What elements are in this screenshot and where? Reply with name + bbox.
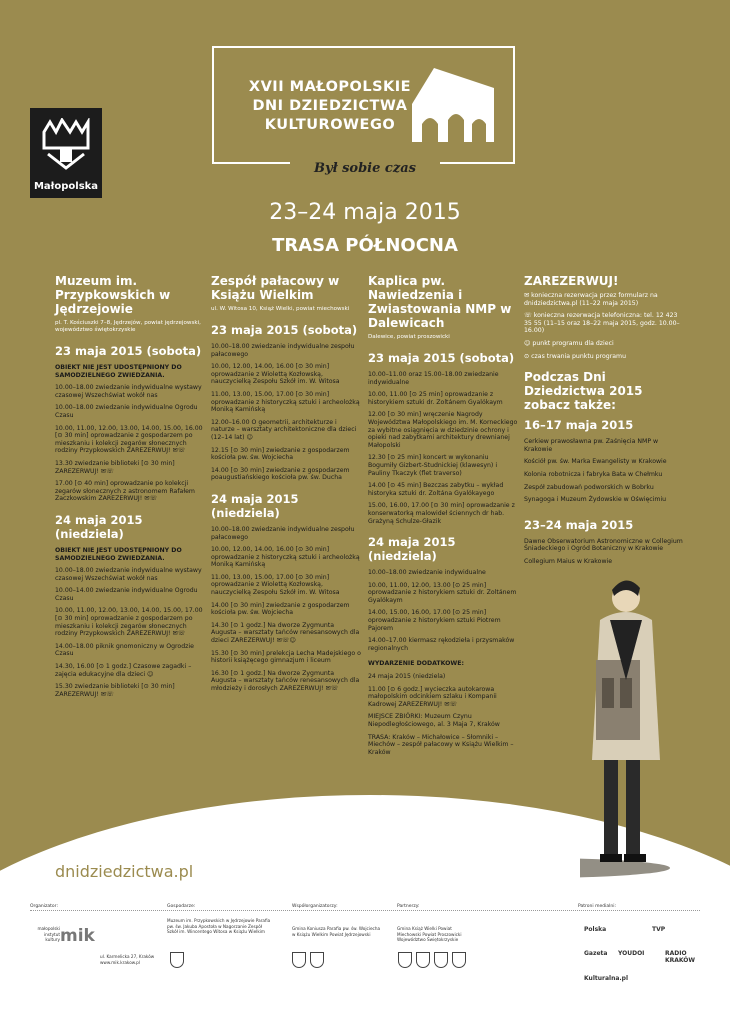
crest-icon xyxy=(398,952,412,968)
malopolska-logo xyxy=(30,108,102,198)
day-heading: 23 maja 2015 (sobota) xyxy=(368,351,515,365)
extra-item: MIEJSCE ZBIÓRKI: Muzeum Czynu Niepodległościowego, al. 3 Maja 7, Kraków xyxy=(368,713,500,728)
program-item: 14.00 [⊙ 30 min] zwiedzanie z gospodarzem poaugustiańskiego kościoła pw. św. Ducha xyxy=(211,466,350,482)
program-item: 12.00–16.00 O geometrii, architekturze i naturze – warsztaty architektoniczne dla dzieci (12–14 lat) ☺ xyxy=(211,418,357,441)
route-title: TRASA PÓŁNOCNA xyxy=(272,235,458,256)
subtitle: Był sobie czas xyxy=(290,161,440,176)
crest-icon xyxy=(170,952,184,968)
media-logo-tvp: TVP xyxy=(652,926,666,933)
crest-icon xyxy=(292,952,306,968)
legend-item: ☺ punkt programu dla dzieci xyxy=(524,339,614,347)
program-item: 14.00 [⊙ 30 min] zwiedzanie z gospodarzem kościoła pw. św. Wojciecha xyxy=(211,601,350,617)
organizer-label: Organizator: xyxy=(30,904,58,909)
program-item: OBIEKT NIE JEST UDOSTĘPNIONY DO SAMODZIELNEGO ZWIEDZANIA. xyxy=(55,546,182,562)
man-with-building-illustration xyxy=(580,560,670,880)
media-logo-radio: RADIO KRAKÓW xyxy=(665,950,696,964)
venue-link: Synagoga i Muzeum Żydowskie w Oświęcimiu xyxy=(524,496,667,504)
venue-address: Dalewice, powiat proszowicki xyxy=(368,334,450,340)
program-item: 10.00–18.00 zwiedzanie indywidualne wystawy czasowej Wszechświat wokół nas xyxy=(55,567,202,582)
day-heading: 23 maja 2015 (sobota) xyxy=(211,323,358,337)
day-heading: 24 maja 2015 (niedziela) xyxy=(368,535,456,564)
day-heading: 23 maja 2015 (sobota) xyxy=(55,344,202,358)
program-item: 10.00–18.00 zwiedzanie indywidualne wystawy czasowej Wszechświat wokół nas xyxy=(55,384,202,399)
extra-event-title: WYDARZENIE DODATKOWE: xyxy=(368,660,464,668)
program-item: 14.00, 15.00, 16.00, 17.00 [⊙ 25 min] oprowadzanie z historykiem sztuki Piotrem Pajorem xyxy=(368,609,501,632)
program-item: 10.00–18.00 zwiedzanie indywidualne Ogrodu Czasu xyxy=(55,404,198,419)
program-item: 14.00–18.00 piknik gnomoniczny w Ogrodzie Czasu xyxy=(55,642,194,658)
program-item: 12.00 [⊙ 30 min] wręczenie Nagrody Województwa Małopolskiego im. M. Korneckiego za wybitne osiągnięcia w dziedzinie ochrony i opieki nad zabytkami architektury drewnianej Małopolski xyxy=(368,411,518,449)
house-icon xyxy=(412,64,496,148)
program-item: 12.30 [⊙ 25 min] koncert w wykonaniu Bogumiły Gizbert-Studnickiej (klawesyn) i Pauliny Tkaczyk (flet traverso) xyxy=(368,454,498,477)
title-line-3: KULTUROWEGO xyxy=(264,117,396,133)
media-logo-kulturalna: Kulturalna.pl xyxy=(584,975,629,982)
program-item: 10.00–18.00 zwiedzanie indywidualne zespołu pałacowego xyxy=(211,525,355,541)
date-heading: 16–17 maja 2015 xyxy=(524,418,634,433)
media-logo-youdoi: YOUDOI xyxy=(618,950,645,957)
venue-address: pl. T. Kościuszki 7–8, Jędrzejów, powiat jędrzejowski, województwo świętokrzyskie xyxy=(55,320,201,333)
program-item: 10.00, 11.00, 12.00, 13.00, 14.00, 15.00, 16.00 [⊙ 30 min] oprowadzanie z gospodarzem po mieszkaniu i kolekcji zegarów słonecznych rodziny Przypkowskich ZAREZERWUJ! ✉☏ xyxy=(55,424,203,455)
venue-link: Kościół pw. św. Marka Ewangelisty w Krakowie xyxy=(524,458,667,466)
crown-icon xyxy=(40,118,92,176)
venue-title: Kaplica pw. Nawiedzenia i Zwiastowania NMP w Dalewicach xyxy=(368,274,512,330)
title-line-2: DNI DZIEDZICTWA xyxy=(252,98,408,114)
also-see-title: Podczas Dni Dziedzictwa 2015 zobacz także: xyxy=(524,370,643,413)
program-item: OBIEKT NIE JEST UDOSTĘPNIONY DO SAMODZIELNEGO ZWIEDZANIA. xyxy=(55,364,182,379)
day-heading: 24 maja 2015 (niedziela) xyxy=(55,512,143,541)
program-item: 16.30 [⊙ 1 godz.] Na dworze Zygmunta Augusta – warsztaty tańców renesansowych dla młodzieży i dorosłych ZAREZERWUJ! ✉☏ xyxy=(211,669,360,692)
program-item: 14.30 [⊙ 1 godz.] Na dworze Zygmunta Augusta – warsztaty tańców renesansowych dla dzieci ZAREZERWUJ! ✉☏☺ xyxy=(211,621,360,645)
coorganizers-list: Gmina Koniusza Parafia pw. św. Wojciecha w Książu Wielkim Powiat Jędrzejowski xyxy=(292,926,381,937)
program-item: 12.15 [⊙ 30 min] zwiedzanie z gospodarzem kościoła pw. św. Wojciecha xyxy=(211,446,350,462)
legend-item: ⊙ czas trwania punktu programu xyxy=(524,352,627,360)
coorganizers-label: Współorganizatorzy: xyxy=(292,904,338,909)
event-dates: 23–24 maja 2015 xyxy=(269,200,461,225)
program-item: 15.00, 16.00, 17.00 [⊙ 30 min] oprowadzanie z konserwatorką malowideł ściennych dr hab. Grażyną Schulze-Głazik xyxy=(368,502,515,525)
program-item: 11.00, 13.00, 15.00, 17.00 [⊙ 30 min] oprowadzanie z historyczką sztuki i archeolożką Moniką Kamińską xyxy=(211,390,360,414)
crest-icon xyxy=(310,952,324,968)
program-item: 13.30 zwiedzanie biblioteki [⊙ 30 min] ZAREZERWUJ! ✉☏ xyxy=(55,459,175,475)
venue-link: Zespół zabudowań podworskich w Bobrku xyxy=(524,483,654,491)
program-item: 10.00–14.00 zwiedzanie indywidualne Ogrodu Czasu xyxy=(55,587,198,602)
venue-link: Dawne Obserwatorium Astronomiczne w Collegium Śniadeckiego i Ogród Botaniczny w Krakowie xyxy=(524,537,683,553)
venue-column-1 xyxy=(55,274,205,703)
partners-label: Partnerzy: xyxy=(397,904,420,909)
venue-column-2 xyxy=(211,274,361,698)
program-item: 14.30, 16.00 [⊙ 1 godz.] Czasowe zagadki – zajęcia edukacyjne dla dzieci ☺ xyxy=(55,663,192,678)
legend-item: ☏ konieczna rezerwacja telefoniczna: tel. 12 423 35 55 (11–15 oraz 18–22 maja 2015, godz. 10.00–16.00) xyxy=(524,312,680,335)
mik-address: ul. Karmelicka 27, Kraków www.mik.krakow.pl xyxy=(100,954,155,965)
extra-item: TRASA: Kraków – Michałowice – Słomniki – Miechów – zespół pałacowy w Książu Wielkim – Kraków xyxy=(368,733,514,756)
mik-logo: mik xyxy=(60,926,95,946)
media-logo-polska: Polska xyxy=(584,926,607,933)
extra-item: 24 maja 2015 (niedziela) xyxy=(368,673,446,681)
program-item: 10.00–11.00 oraz 15.00–18.00 zwiedzanie indywidualne xyxy=(368,371,499,386)
partners-list: Gmina Książ Wielki Powiat Miechowski Powiat Proszowicki Województwo Świętokrzyskie xyxy=(397,926,462,942)
venue-title: Zespół pałacowy w Książu Wielkim xyxy=(211,274,340,302)
program-item: 10.00–18.00 zwiedzanie indywidualne xyxy=(368,569,486,577)
program-item: 10.00, 12.00, 14.00, 16.00 [⊙ 30 min] oprowadzanie z historyczką sztuki i archeolożką Moniką Kamińską xyxy=(211,546,360,569)
venue-address: ul. W. Witosa 10, Książ Wielki, powiat miechowski xyxy=(211,306,350,312)
program-item: 15.30 zwiedzanie biblioteki [⊙ 30 min] ZAREZERWUJ! ✉☏ xyxy=(55,683,175,698)
venue-column-3 xyxy=(368,274,518,761)
crest-icon xyxy=(416,952,430,968)
program-item: 10.00–18.00 zwiedzanie indywidualne zespołu pałacowego xyxy=(211,343,355,358)
crest-icon xyxy=(452,952,466,968)
mik-text: małopolski instytut kultury xyxy=(37,926,60,942)
date-heading: 23–24 maja 2015 xyxy=(524,517,634,532)
venue-link: Kolonia robotnicza i fabryka Bata w Chełmku xyxy=(524,470,663,478)
program-item: 10.00, 11.00 [⊙ 25 min] oprowadzanie z historykiem sztuki dr. Zoltánem Gyalókaym xyxy=(368,391,503,406)
program-item: 11.00, 13.00, 15.00, 17.00 [⊙ 30 min] oprowadzanie z Wiolettą Kozłowską, nauczycielką Zespołu Szkół im. W. Witosa xyxy=(211,573,340,597)
program-item: 17.00 [⊙ 40 min] oprowadzanie po kolekcji zegarów słonecznych z astronomem Rafałem Zaczkowskim ZAREZERWUJ! ✉☏ xyxy=(55,480,195,503)
footer-divider xyxy=(30,910,700,911)
legend-item: ✉ konieczna rezerwacja przez formularz na dnidziedzictwa.pl (11–22 maja 2015) xyxy=(524,292,658,307)
extra-item: 11.00 [⊙ 6 godz.] wycieczka autokarowa małopolskim odcinkiem szlaku i Kompanii Kadrowej ZAREZERWUJ! ✉☏ xyxy=(368,685,497,708)
program-item: 10.00, 12.00, 14.00, 16.00 [⊙ 30 min] oprowadzanie z Wiolettą Kozłowską, nauczycielką Zespołu Szkół im. W. Witosa xyxy=(211,363,340,386)
program-item: 14.00–17.00 kiermasz rękodzieła i przysmaków regionalnych xyxy=(368,637,515,652)
venue-link: Cerkiew prawosławna pw. Zaśnięcia NMP w Krakowie xyxy=(524,438,659,453)
venue-link: Collegium Maius w Krakowie xyxy=(524,557,613,565)
website-link[interactable]: dnidziedzictwa.pl xyxy=(55,862,194,881)
logo-label: Małopolska xyxy=(33,181,99,192)
program-item: 10.00, 11.00, 12.00, 13.00 [⊙ 25 min] oprowadzanie z historykiem sztuki dr. Zoltánem Gyalókaym xyxy=(368,581,517,604)
hosts-list: Muzeum im. Przypkowskich w Jędrzejowie Parafia pw. św. Jakuba Apostoła w Nagorzanie Zespół Szkół im. Wincentego Witosa w Książu Wielkim xyxy=(167,918,271,934)
crest-icon xyxy=(434,952,448,968)
day-heading: 24 maja 2015 (niedziela) xyxy=(211,491,299,520)
reserve-title: ZAREZERWUJ! xyxy=(524,274,619,288)
info-column xyxy=(524,274,684,571)
venue-title: Muzeum im. Przypkowskich w Jędrzejowie xyxy=(55,274,171,316)
festival-title xyxy=(240,78,420,135)
media-logo-gazeta: Gazeta xyxy=(584,950,608,957)
program-item: 15.30 [⊙ 30 min] prelekcja Lecha Madejskiego o historii książęcego gimnazjum i liceum xyxy=(211,649,361,665)
media-label: Patroni medialni: xyxy=(578,904,616,909)
program-item: 10.00, 11.00, 12.00, 13.00, 14.00, 15.00, 17.00 [⊙ 30 min] oprowadzanie z gospodarzem po mieszkaniu i kolekcji zegarów słonecznych rodziny Przypkowskich ZAREZERWUJ! ✉☏ xyxy=(55,607,203,638)
title-line-1: XVII MAŁOPOLSKIE xyxy=(248,79,412,95)
program-item: 14.00 [⊙ 45 min] Bezczas zabytku – wykład historyka sztuki dr. Zoltána Gyalókayego xyxy=(368,482,504,497)
hosts-label: Gospodarze: xyxy=(167,904,196,909)
